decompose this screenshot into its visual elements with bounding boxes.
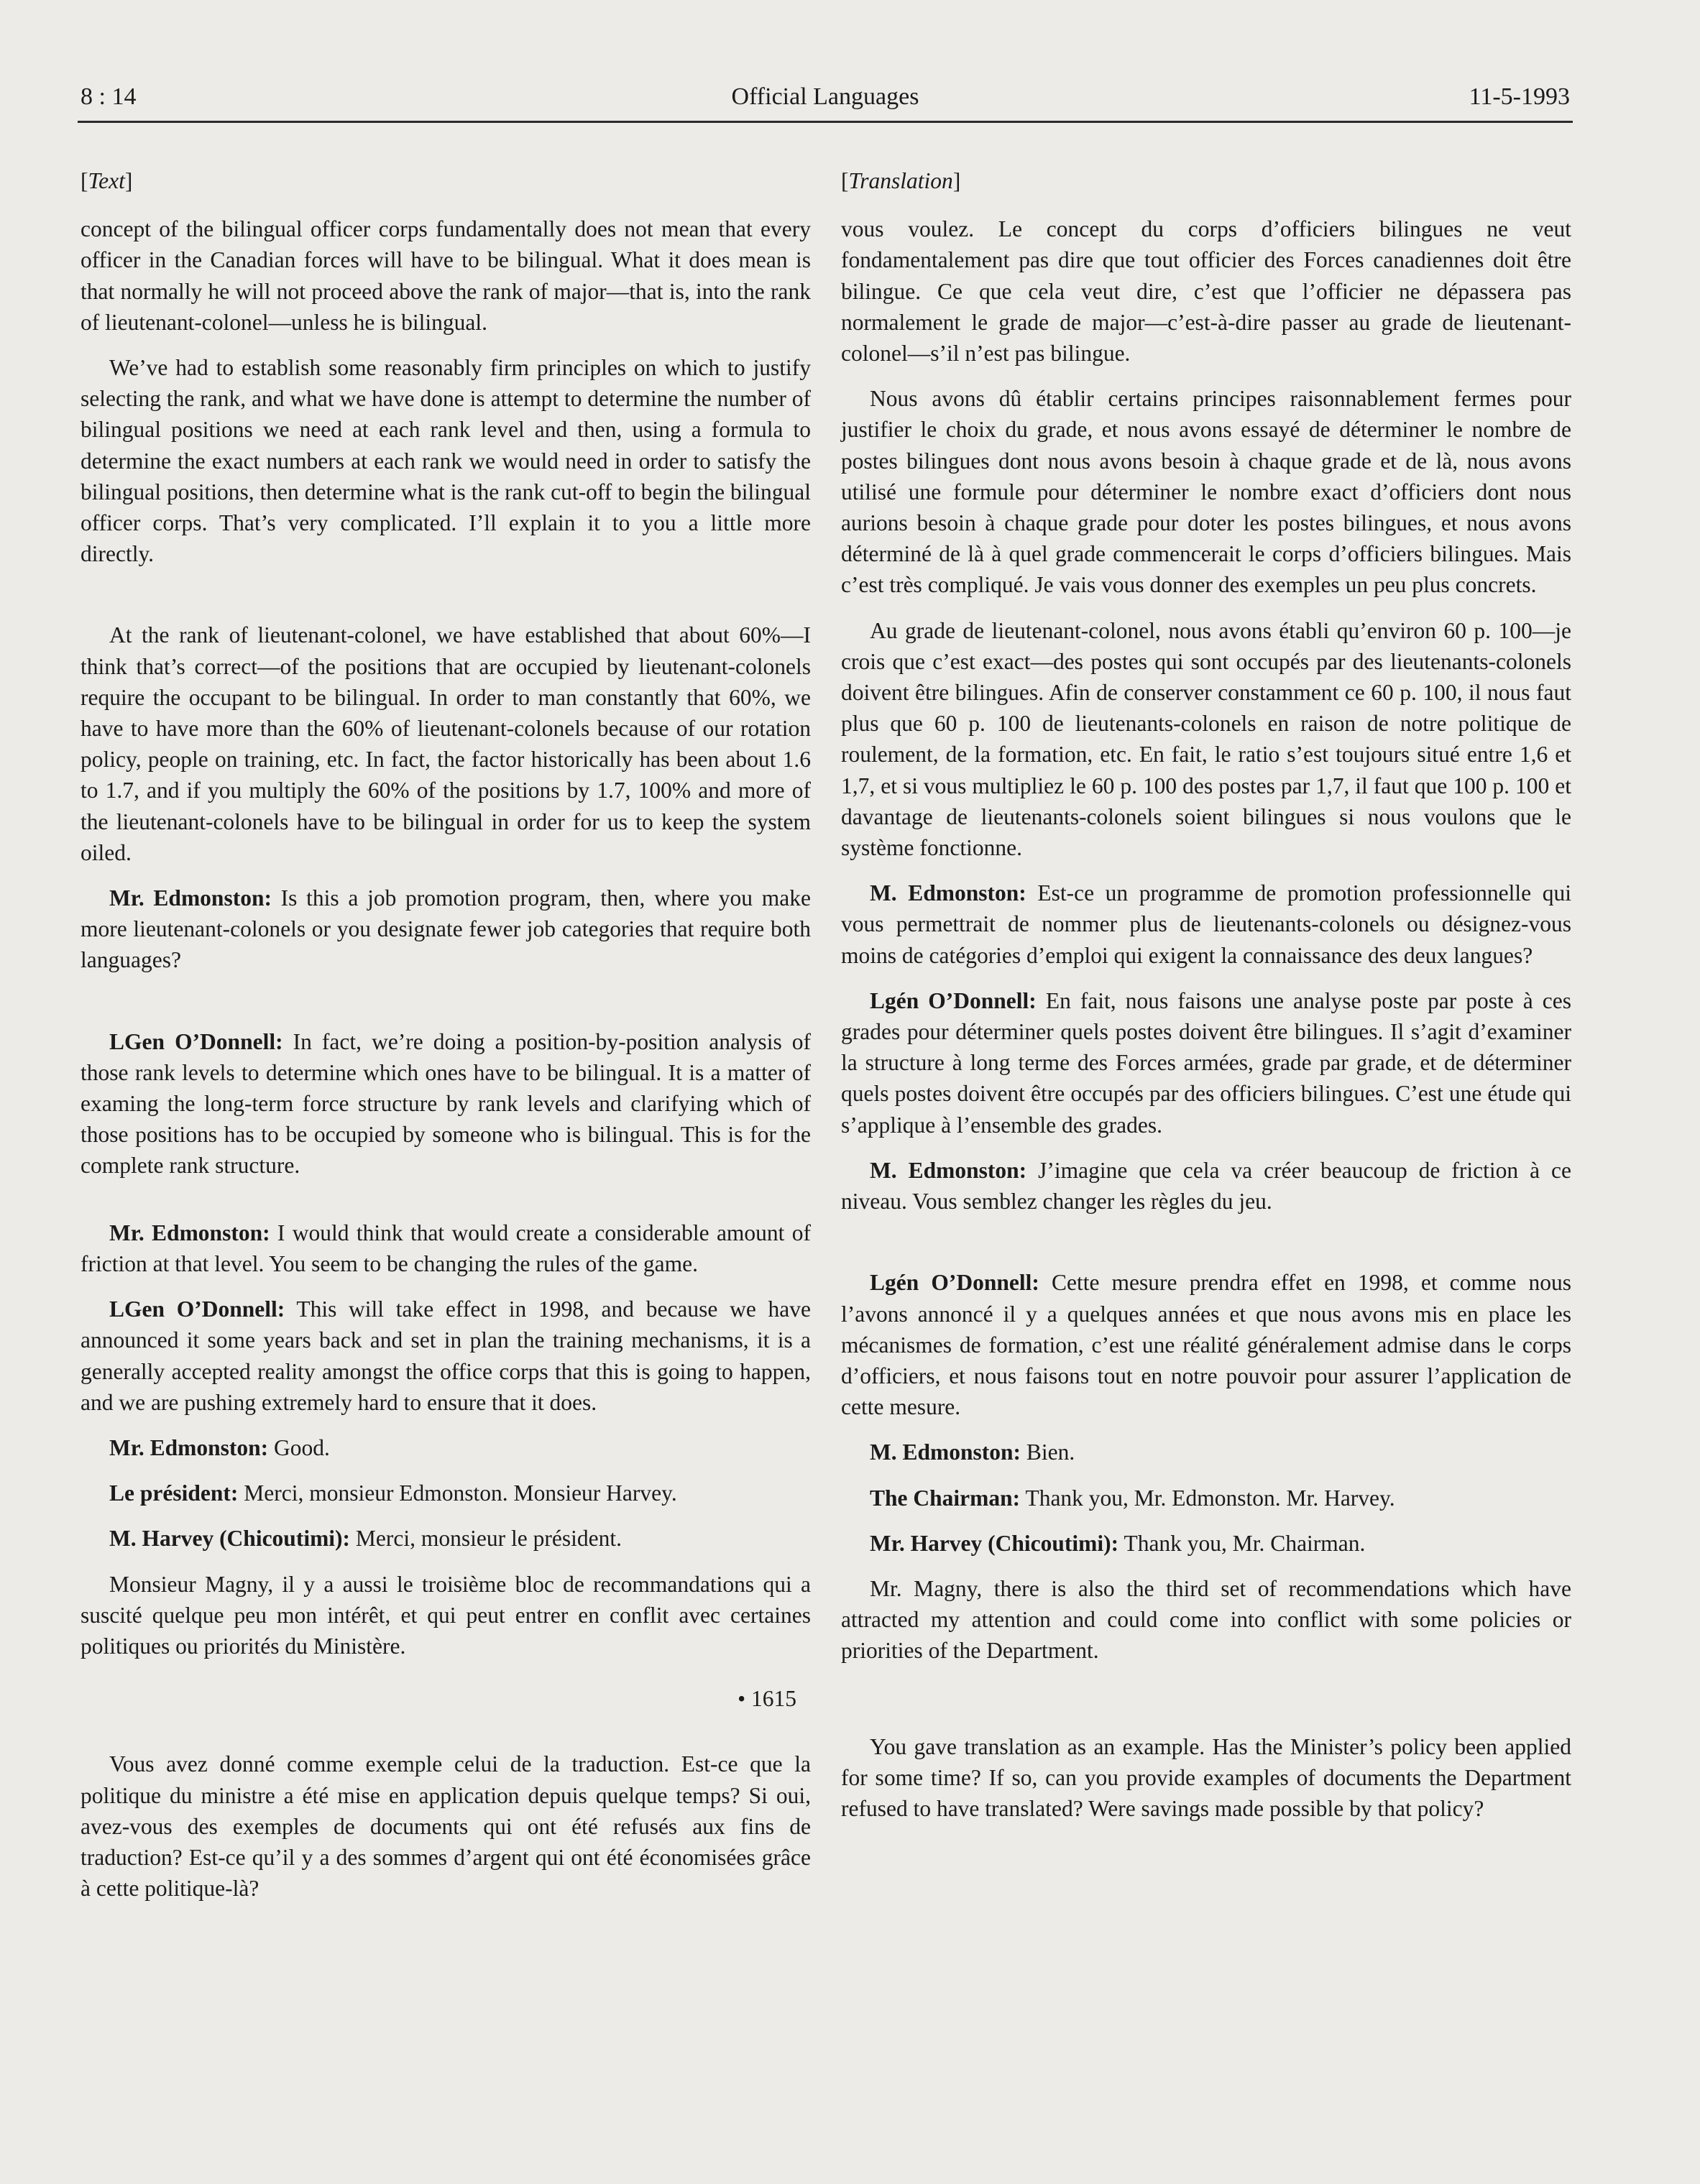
page-header — [78, 80, 1573, 123]
speaker-name: Lgén O’Donnell: — [870, 987, 1037, 1013]
speaker-name: Mr. Edmonston: — [109, 1434, 269, 1460]
speaker-name: Mr. Edmonston: — [109, 885, 272, 911]
time-marker: • 1615 — [738, 1686, 796, 1712]
left-paragraph-4: Mr. Edmonston: Is this a job promotion program, then, where you make more lieutenant-colonels or you designate fewer job categories that require both languages? — [81, 885, 811, 973]
right-paragraph-11: Mr. Magny, there is also the third set of recommendations which have attracted my attention and could come into conflict with some policies or priorities of the Department. — [841, 1575, 1571, 1664]
left-paragraph-3: At the rank of lieutenant-colonel, we have established that about 60%—I think that’s correct—of the positions that are occupied by lieutenant-colonels require the occupant to be bilingual. In order to man constantly that 60%, we have to have more than the 60% of lieutenant-colonels because of our rotation policy, people on training, etc. In fact, the factor historically has been about 1.6 to 1.7, and if you multiply the 60% of the positions by 1.7, 100% and more of the lieutenant-colonels have to be bilingual in order for us to keep the system oiled. — [81, 622, 811, 865]
right-paragraph-2: Nous avons dû établir certains principes raisonnablement fermes pour justifier le choix du grade, et nous avons essayé de déterminer le nombre de postes bilingues dont nous avons besoin à chaque grade et de là, nous avons utilisé une formule pour déterminer le nombre exact d’officiers dont nous aurions besoin à chaque grade pour doter les postes bilingues, et nous avons déterminé de là à quel grade commencerait le corps d’officiers bilingues. Mais c’est très compliqué. Je vais vous donner des exemples un peu plus concrets. — [841, 386, 1571, 598]
right-paragraph-3: Au grade de lieutenant-colonel, nous avons établi qu’environ 60 p. 100—je crois que c’est exact—des postes qui sont occupés par des lieutenants-colonels doivent être bilingues. Afin de conserver constamment ce 60 p. 100, il nous faut plus que 60 p. 100 de lieutenants-colonels en raison de notre politique de roulement, de la formation, etc. En fait, le ratio s’est toujours situé entre 1,6 et 1,7, et si vous multipliez le 60 p. 100 des postes par 1,7, il faut que 100 p. 100 et davantage de lieutenants-colonels soient bilingues si nous voulons que le système fonctionne. — [841, 617, 1571, 861]
speaker-name: Mr. Edmonston: — [109, 1220, 270, 1245]
speaker-name: M. Edmonston: — [870, 1157, 1027, 1183]
left-paragraph-5: LGen O’Donnell: In fact, we’re doing a position-by-position analysis of those rank levels to determine which ones have to be bilingual. It is a matter of examing the long-term force structure by rank levels and clarifying which of those positions has to be occupied by someone who is bilingual. This is for the complete rank structure. — [81, 1028, 811, 1179]
page-number: 8 : 14 — [81, 83, 137, 110]
left-paragraph-6: Mr. Edmonston: I would think that would create a considerable amount of friction at that level. You seem to be changing the rules of the game. — [81, 1220, 812, 1276]
speaker-name: LGen O’Donnell: — [109, 1028, 283, 1054]
speaker-name: Mr. Harvey (Chicoutimi): — [870, 1530, 1119, 1556]
right-paragraph-7: Lgén O’Donnell: Cette mesure prendra effet en 1998, et comme nous l’avons annoncé il y a quelques années et que nous avons mis en place les mécanismes de formation, c’est une réalité généralement admise dans le corps d’officiers, et nous faisons tout en notre pouvoir pour assurer l’application de cette mesure. — [841, 1270, 1571, 1420]
left-paragraph-12: Vous avez donné comme exemple celui de la traduction. Est-ce que la politique du ministre a été mise en application depuis quelque temps? Si oui, avez-vous des exemples de documents qui ont été refusés aux fins de traduction? Est-ce qu’il y a des sommes d’argent qui ont été économisées grâce à cette politique-là? — [81, 1751, 811, 1902]
speaker-name: M. Harvey (Chicoutimi): — [109, 1526, 351, 1552]
right-paragraph-1: vous voulez. Le concept du corps d’officiers bilingues ne veut fondamentalement pas dire que tout officier des Forces canadiennes doit être bilingue. Ce que cela veut dire, c’est que l’officier ne dépassera pas normalement le grade de major—c’est-à-dire passer au grade de lieutenant-colonel—s’il n’est pas bilingue. — [841, 216, 1571, 367]
left-paragraph-7: LGen O’Donnell: This will take effect in 1998, and because we have announced it some years back and set in plan the training mechanisms, it is a generally accepted reality amongst the office corps that this is going to happen, and we are pushing extremely hard to ensure that it does. — [81, 1296, 811, 1415]
speaker-name: LGen O’Donnell: — [109, 1296, 285, 1322]
left-paragraph-10: M. Harvey (Chicoutimi): Merci, monsieur le président. — [109, 1526, 622, 1552]
left-column-label: [Text] — [81, 168, 133, 193]
left-paragraph-8: Mr. Edmonston: Good. — [109, 1434, 330, 1460]
right-paragraph-9: The Chairman: Thank you, Mr. Edmonston. Mr. Harvey. — [870, 1485, 1395, 1511]
left-column — [81, 165, 811, 1918]
left-paragraph-1: concept of the bilingual officer corps fundamentally does not mean that every officer in the Canadian forces will have to be bilingual. What it does mean is that normally he will not proceed above the rank of major—that is, into the rank of lieutenant-colonel—unless he is bilingual. — [81, 216, 811, 335]
left-paragraph-9: Le président: Merci, monsieur Edmonston. Monsieur Harvey. — [109, 1480, 677, 1506]
left-paragraph-2: We’ve had to establish some reasonably firm principles on which to justify selecting the rank, and what we have done is attempt to determine the number of bilingual positions we need at each rank level and then, using a formula to determine the exact numbers at each rank we would need in order to satisfy the bilingual positions, then determine what is the rank cut-off to begin the bilingual officer corps. That’s very complicated. I’ll explain it to you a little more directly. — [81, 355, 811, 567]
publication-title: Official Languages — [731, 83, 919, 110]
left-paragraph-11: Monsieur Magny, il y a aussi le troisième bloc de recommandations qui a suscité quelque peu mon intérêt, et qui peut entrer en conflit avec certaines politiques ou priorités du Ministère. — [81, 1571, 811, 1659]
speaker-name: The Chairman: — [870, 1485, 1021, 1511]
right-column-label: [Translation] — [841, 168, 961, 193]
right-paragraph-6: M. Edmonston: J’imagine que cela va créer beaucoup de friction à ce niveau. Vous semblez changer les règles du jeu. — [841, 1157, 1571, 1215]
speaker-name: Lgén O’Donnell: — [870, 1270, 1039, 1296]
speaker-name: Le président: — [109, 1480, 239, 1506]
publication-date: 11-5-1993 — [1469, 83, 1570, 110]
right-paragraph-4: M. Edmonston: Est-ce un programme de promotion professionnelle qui vous permettrait de nommer plus de lieutenants-colonels ou désignez-vous moins de catégories d’emploi qui exigent la connaissance des deux langues? — [841, 880, 1571, 968]
right-paragraph-5: Lgén O’Donnell: En fait, nous faisons une analyse poste par poste à ces grades pour déterminer quels postes doivent être bilingues. Il s’agit d’examiner la structure à long terme des Forces armées, grade par grade, et de déterminer quels postes doivent être occupés par des officiers bilingues. C’est une étude qui s’applique à l’ensemble des grades. — [841, 987, 1571, 1138]
right-column — [841, 165, 1571, 1838]
right-paragraph-10: Mr. Harvey (Chicoutimi): Thank you, Mr. Chairman. — [870, 1530, 1366, 1556]
speaker-name: M. Edmonston: — [870, 880, 1026, 906]
right-paragraph-12: You gave translation as an example. Has the Minister’s policy been applied for some time? If so, can you provide examples of documents the Department refused to have translated? Were savings made possible by that policy? — [841, 1733, 1571, 1821]
speaker-name: M. Edmonston: — [870, 1439, 1021, 1465]
right-paragraph-8: M. Edmonston: Bien. — [870, 1439, 1075, 1465]
